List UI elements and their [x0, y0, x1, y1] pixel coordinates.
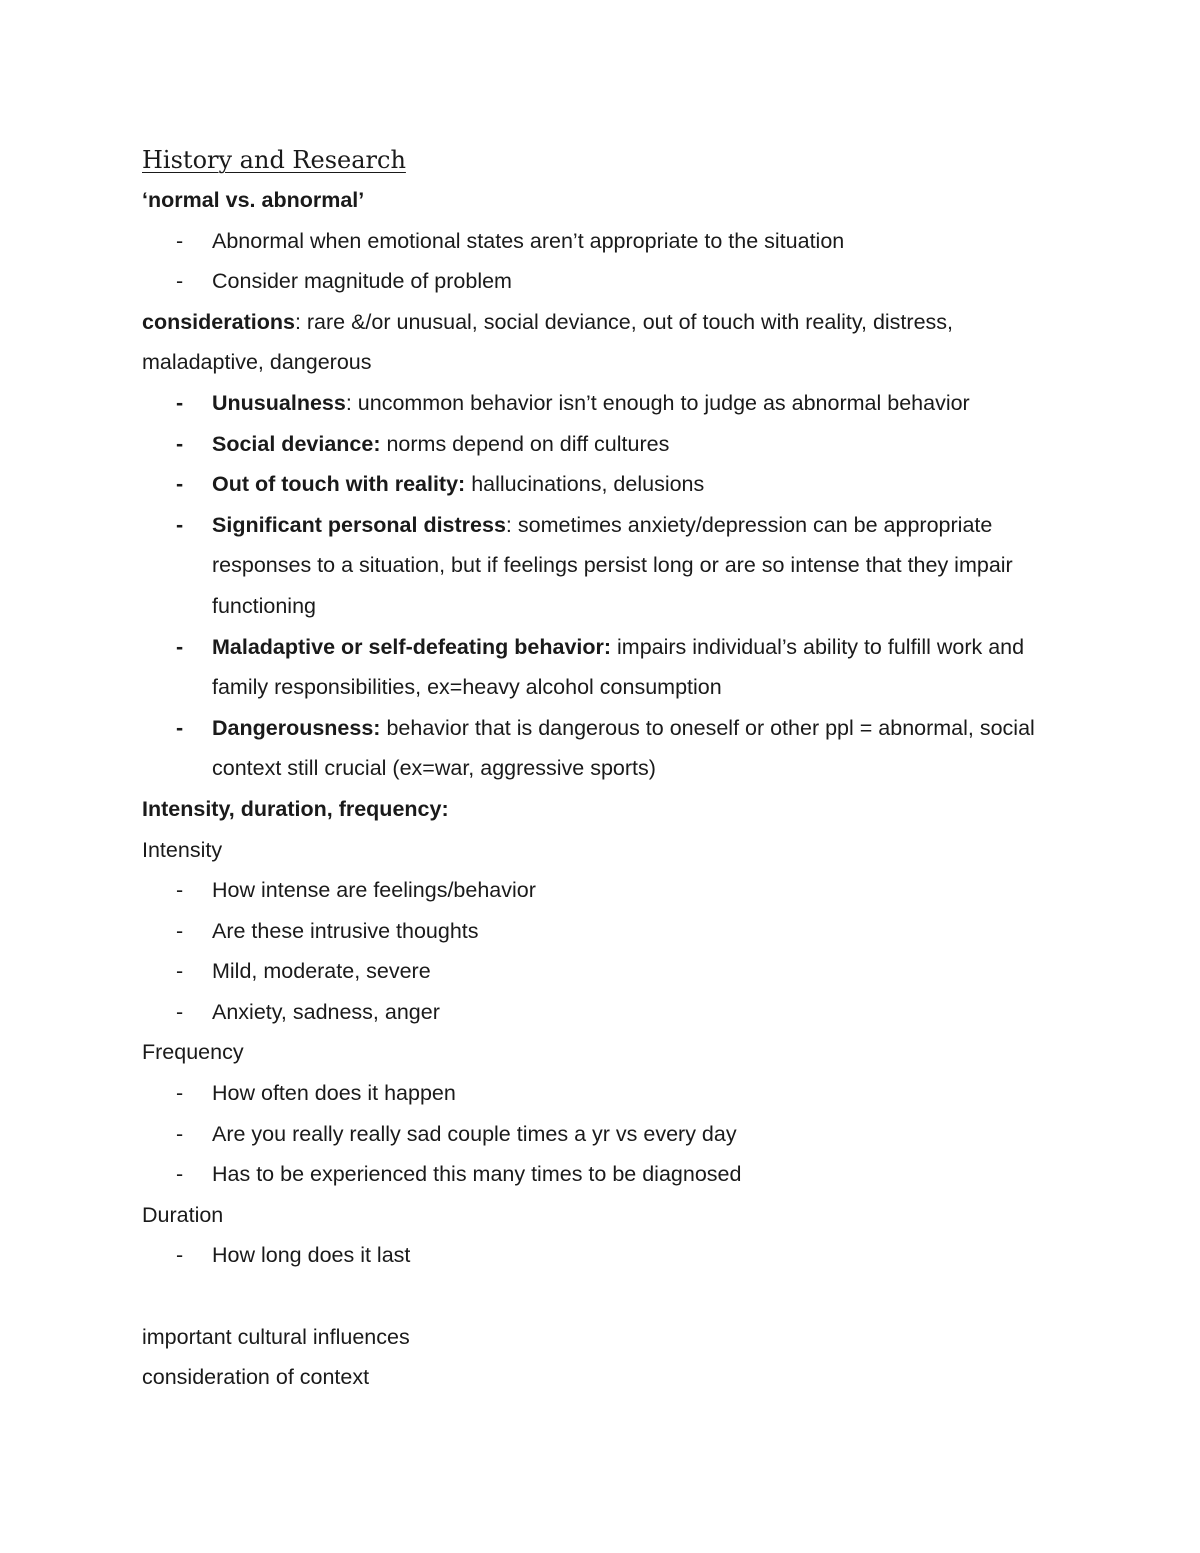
bullet-marker: -: [176, 390, 184, 415]
list-item: - Are these intrusive thoughts: [142, 911, 1072, 952]
list-item: - How intense are feelings/behavior: [142, 870, 1072, 911]
definition: behavior that is dangerous to oneself or other ppl = abnormal, social context still crucial (ex=war, aggressive sports): [212, 715, 1035, 781]
list-item: - How often does it happen: [142, 1073, 1072, 1114]
definition: : sometimes anxiety/depression can be appropriate responses to a situation, but if feelings persist long or are so intense that they impair functioning: [212, 512, 1013, 618]
normal-abnormal-list: [142, 221, 1072, 302]
list-item: [142, 464, 1072, 505]
bullet-marker: -: [176, 431, 184, 456]
list-item: - How long does it last: [142, 1235, 1072, 1276]
intensity-label: Intensity: [142, 837, 223, 862]
term: Out of touch with reality:: [212, 472, 466, 497]
list-item: [142, 505, 1072, 627]
bullet-marker: -: [176, 512, 184, 537]
list-item: - Has to be experienced this many times to be diagnosed: [142, 1154, 1072, 1195]
term: Dangerousness:: [212, 715, 381, 740]
intensity-list: [142, 870, 1072, 1032]
definition: impairs individual’s ability to fulfill work and family responsibilities, ex=heavy alcohol consumption: [212, 634, 1025, 700]
list-item: [142, 424, 1072, 465]
list-item: [142, 708, 1072, 789]
definition: : uncommon behavior isn’t enough to judge as abnormal behavior: [345, 390, 970, 415]
duration-list: [142, 1235, 1072, 1276]
bullet-marker: -: [176, 959, 184, 984]
bullet-marker: -: [176, 1162, 184, 1187]
bullet-marker: -: [176, 269, 184, 294]
bullet-marker: -: [176, 1121, 184, 1146]
idf-heading: Intensity, duration, frequency:: [142, 796, 449, 821]
list-item: - Anxiety, sadness, anger: [142, 992, 1072, 1033]
bullet-marker: -: [176, 472, 184, 497]
definition: hallucinations, delusions: [465, 472, 705, 497]
term: Maladaptive or self-defeating behavior:: [212, 634, 612, 659]
considerations-paragraph: [142, 302, 1072, 383]
considerations-list: [142, 383, 1072, 789]
considerations-text: : rare &/or unusual, social deviance, out of touch with reality, distress, maladaptive, dangerous: [142, 309, 953, 375]
bullet-marker: -: [176, 1243, 184, 1268]
normal-abnormal-heading: ‘normal vs. abnormal’: [142, 188, 365, 212]
considerations-label: considerations: [142, 309, 295, 334]
bullet-marker: -: [176, 634, 184, 659]
bullet-marker: -: [176, 1081, 184, 1106]
bullet-marker: -: [176, 878, 184, 903]
footer-line-cultural: important cultural influences: [142, 1324, 410, 1349]
list-item: - Abnormal when emotional states aren’t appropriate to the situation: [142, 221, 1072, 262]
bullet-marker: -: [176, 999, 184, 1024]
term: Unusualness: [212, 390, 346, 415]
duration-label: Duration: [142, 1202, 224, 1227]
document-title: History and Research: [142, 146, 406, 174]
list-item: [142, 383, 1072, 424]
frequency-label: Frequency: [142, 1040, 244, 1065]
blank-line: [142, 1276, 1072, 1317]
bullet-marker: -: [176, 228, 184, 253]
footer-line-context: consideration of context: [142, 1365, 370, 1390]
list-item: - Consider magnitude of problem: [142, 261, 1072, 302]
bullet-marker: -: [176, 918, 184, 943]
frequency-list: [142, 1073, 1072, 1195]
list-item: - Are you really really sad couple times a yr vs every day: [142, 1114, 1072, 1155]
term: Social deviance:: [212, 431, 381, 456]
list-item: [142, 627, 1072, 708]
definition: norms depend on diff cultures: [380, 431, 670, 456]
bullet-marker: -: [176, 715, 184, 740]
list-item: - Mild, moderate, severe: [142, 951, 1072, 992]
term: Significant personal distress: [212, 512, 506, 537]
document-body: [142, 140, 1072, 1398]
